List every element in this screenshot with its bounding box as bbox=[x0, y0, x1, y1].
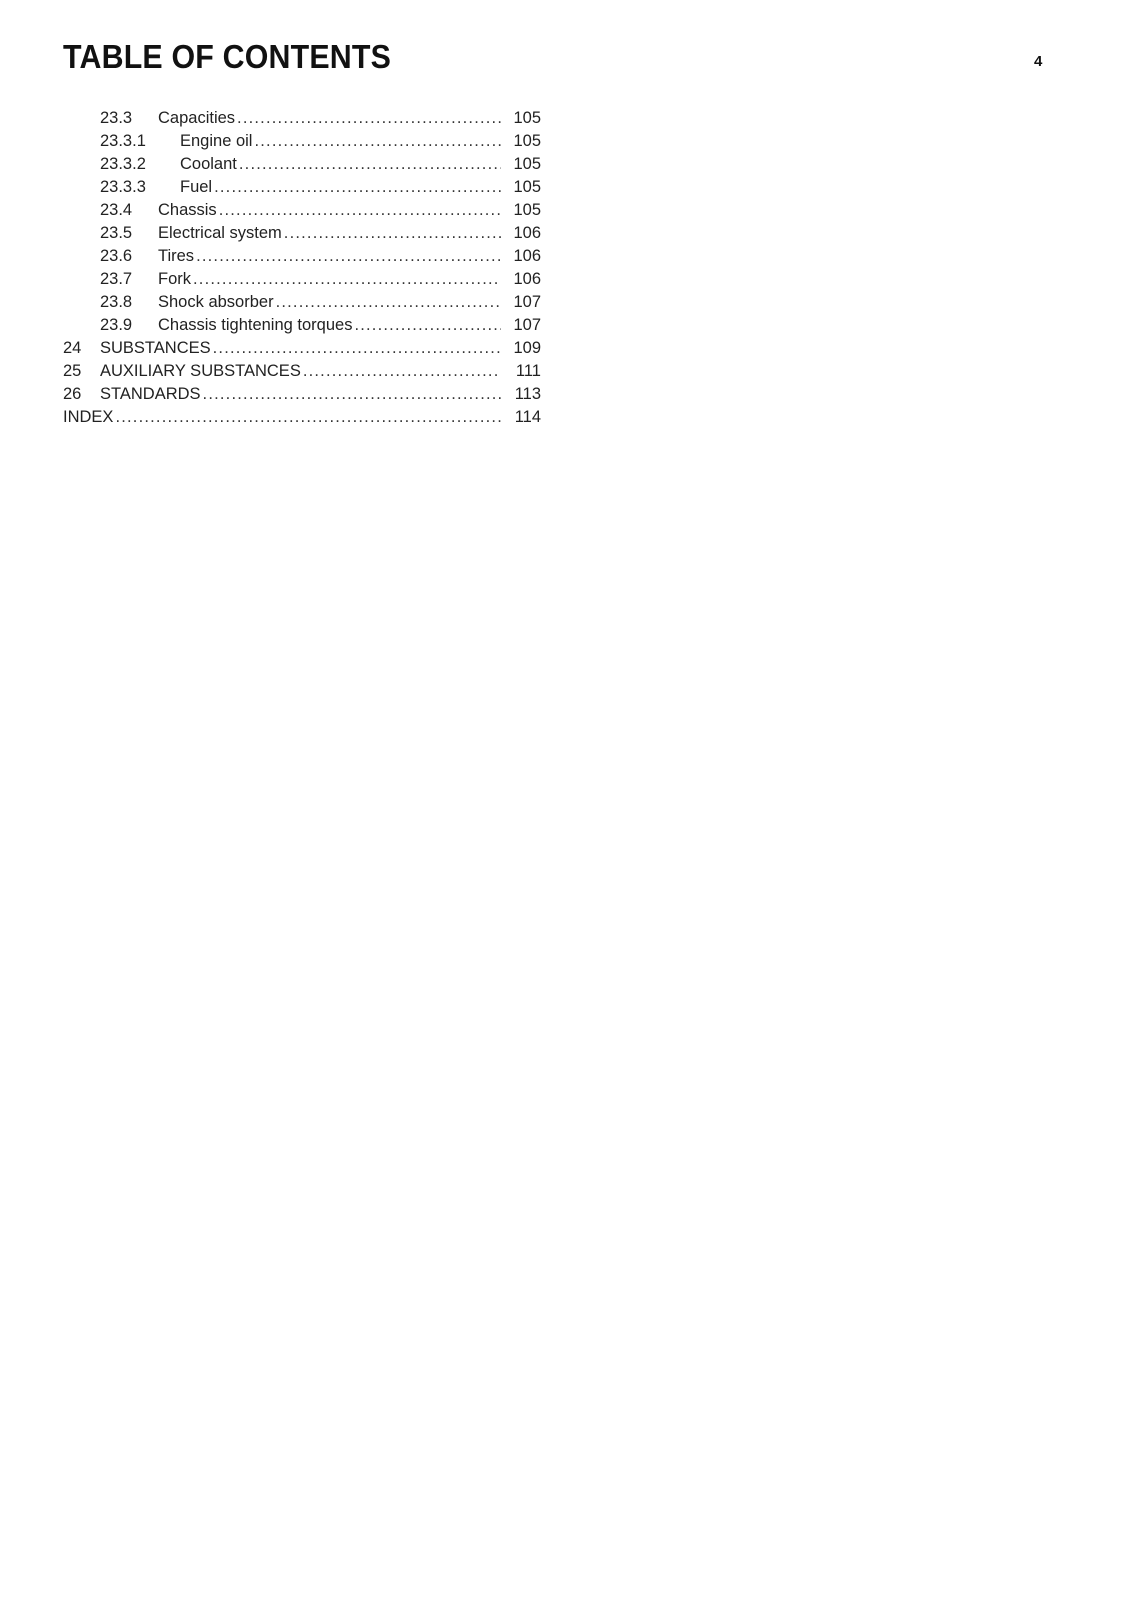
toc-entry-23-3-1[interactable] bbox=[63, 130, 541, 153]
dot-leader bbox=[276, 291, 501, 314]
toc-entry-title[interactable]: Shock absorber bbox=[158, 291, 276, 314]
dot-leader bbox=[219, 199, 501, 222]
toc-entry-title[interactable]: Fuel bbox=[180, 176, 214, 199]
toc-entry-page[interactable]: 105 bbox=[513, 109, 541, 127]
toc-entry-title[interactable]: Tires bbox=[158, 245, 196, 268]
dot-leader bbox=[193, 268, 501, 291]
toc-entry-number: 25 bbox=[63, 362, 82, 380]
toc-entry-24[interactable] bbox=[63, 337, 541, 360]
toc-entry-23-7[interactable] bbox=[63, 268, 541, 291]
toc-entry-page[interactable]: 111 bbox=[515, 362, 541, 380]
toc-entry-23-4[interactable] bbox=[63, 199, 541, 222]
toc-entry-23-3-3[interactable] bbox=[63, 176, 541, 199]
dot-leader bbox=[203, 383, 501, 406]
toc-entry-page[interactable]: 105 bbox=[513, 178, 541, 196]
table-of-contents bbox=[63, 107, 541, 429]
toc-entry-title[interactable]: Coolant bbox=[180, 153, 239, 176]
toc-entry-title[interactable]: Fork bbox=[158, 268, 193, 291]
toc-entry-page[interactable]: 105 bbox=[513, 201, 541, 219]
toc-entry-page[interactable]: 109 bbox=[513, 339, 541, 357]
toc-entry-page[interactable]: 105 bbox=[513, 132, 541, 150]
page-title: TABLE OF CONTENTS bbox=[63, 38, 392, 75]
toc-entry-25[interactable] bbox=[63, 360, 541, 383]
toc-entry-number: 24 bbox=[63, 339, 82, 357]
toc-entry-title[interactable]: INDEX bbox=[63, 406, 115, 429]
toc-entry-number: 23.3.3 bbox=[100, 178, 146, 196]
toc-entry-number: 23.6 bbox=[100, 247, 133, 265]
dot-leader bbox=[284, 222, 501, 245]
toc-entry-page[interactable]: 107 bbox=[513, 316, 541, 334]
toc-entry-title[interactable]: SUBSTANCES bbox=[100, 337, 213, 360]
toc-entry-title[interactable]: Engine oil bbox=[180, 130, 254, 153]
toc-entry-number: 23.9 bbox=[100, 316, 133, 334]
toc-entry-page[interactable]: 106 bbox=[513, 224, 541, 242]
toc-entry-page[interactable]: 106 bbox=[513, 247, 541, 265]
dot-leader bbox=[213, 337, 501, 360]
toc-entry-number: 23.7 bbox=[100, 270, 133, 288]
toc-entry-page[interactable]: 113 bbox=[514, 385, 541, 403]
toc-entry-title[interactable]: Electrical system bbox=[158, 222, 284, 245]
dot-leader bbox=[254, 130, 501, 153]
toc-entry-page[interactable]: 107 bbox=[513, 293, 541, 311]
dot-leader bbox=[196, 245, 501, 268]
dot-leader bbox=[354, 314, 501, 337]
toc-entry-number: 23.3.2 bbox=[100, 155, 146, 173]
toc-entry-index[interactable] bbox=[63, 406, 541, 429]
toc-entry-title[interactable]: Chassis bbox=[158, 199, 219, 222]
toc-entry-number: 23.4 bbox=[100, 201, 133, 219]
toc-entry-23-3[interactable] bbox=[63, 107, 541, 130]
toc-entry-number: 23.3.1 bbox=[100, 132, 146, 150]
toc-entry-title[interactable]: AUXILIARY SUBSTANCES bbox=[100, 360, 303, 383]
toc-entry-26[interactable] bbox=[63, 383, 541, 406]
toc-entry-23-9[interactable] bbox=[63, 314, 541, 337]
toc-entry-number: 26 bbox=[63, 385, 82, 403]
toc-entry-page[interactable]: 106 bbox=[513, 270, 541, 288]
page-number: 4 bbox=[1034, 53, 1043, 70]
toc-entry-page[interactable]: 105 bbox=[513, 155, 541, 173]
toc-entry-23-5[interactable] bbox=[63, 222, 541, 245]
dot-leader bbox=[303, 360, 501, 383]
toc-entry-title[interactable]: STANDARDS bbox=[100, 383, 203, 406]
dot-leader bbox=[239, 153, 501, 176]
toc-entry-page[interactable]: 114 bbox=[514, 408, 541, 426]
toc-entry-23-8[interactable] bbox=[63, 291, 541, 314]
dot-leader bbox=[237, 107, 501, 130]
toc-entry-title[interactable]: Capacities bbox=[158, 107, 237, 130]
toc-entry-number: 23.8 bbox=[100, 293, 133, 311]
toc-entry-23-3-2[interactable] bbox=[63, 153, 541, 176]
dot-leader bbox=[214, 176, 501, 199]
toc-entry-23-6[interactable] bbox=[63, 245, 541, 268]
toc-entry-title[interactable]: Chassis tightening torques bbox=[158, 314, 354, 337]
dot-leader bbox=[115, 406, 501, 429]
toc-entry-number: 23.3 bbox=[100, 109, 133, 127]
toc-entry-number: 23.5 bbox=[100, 224, 133, 242]
